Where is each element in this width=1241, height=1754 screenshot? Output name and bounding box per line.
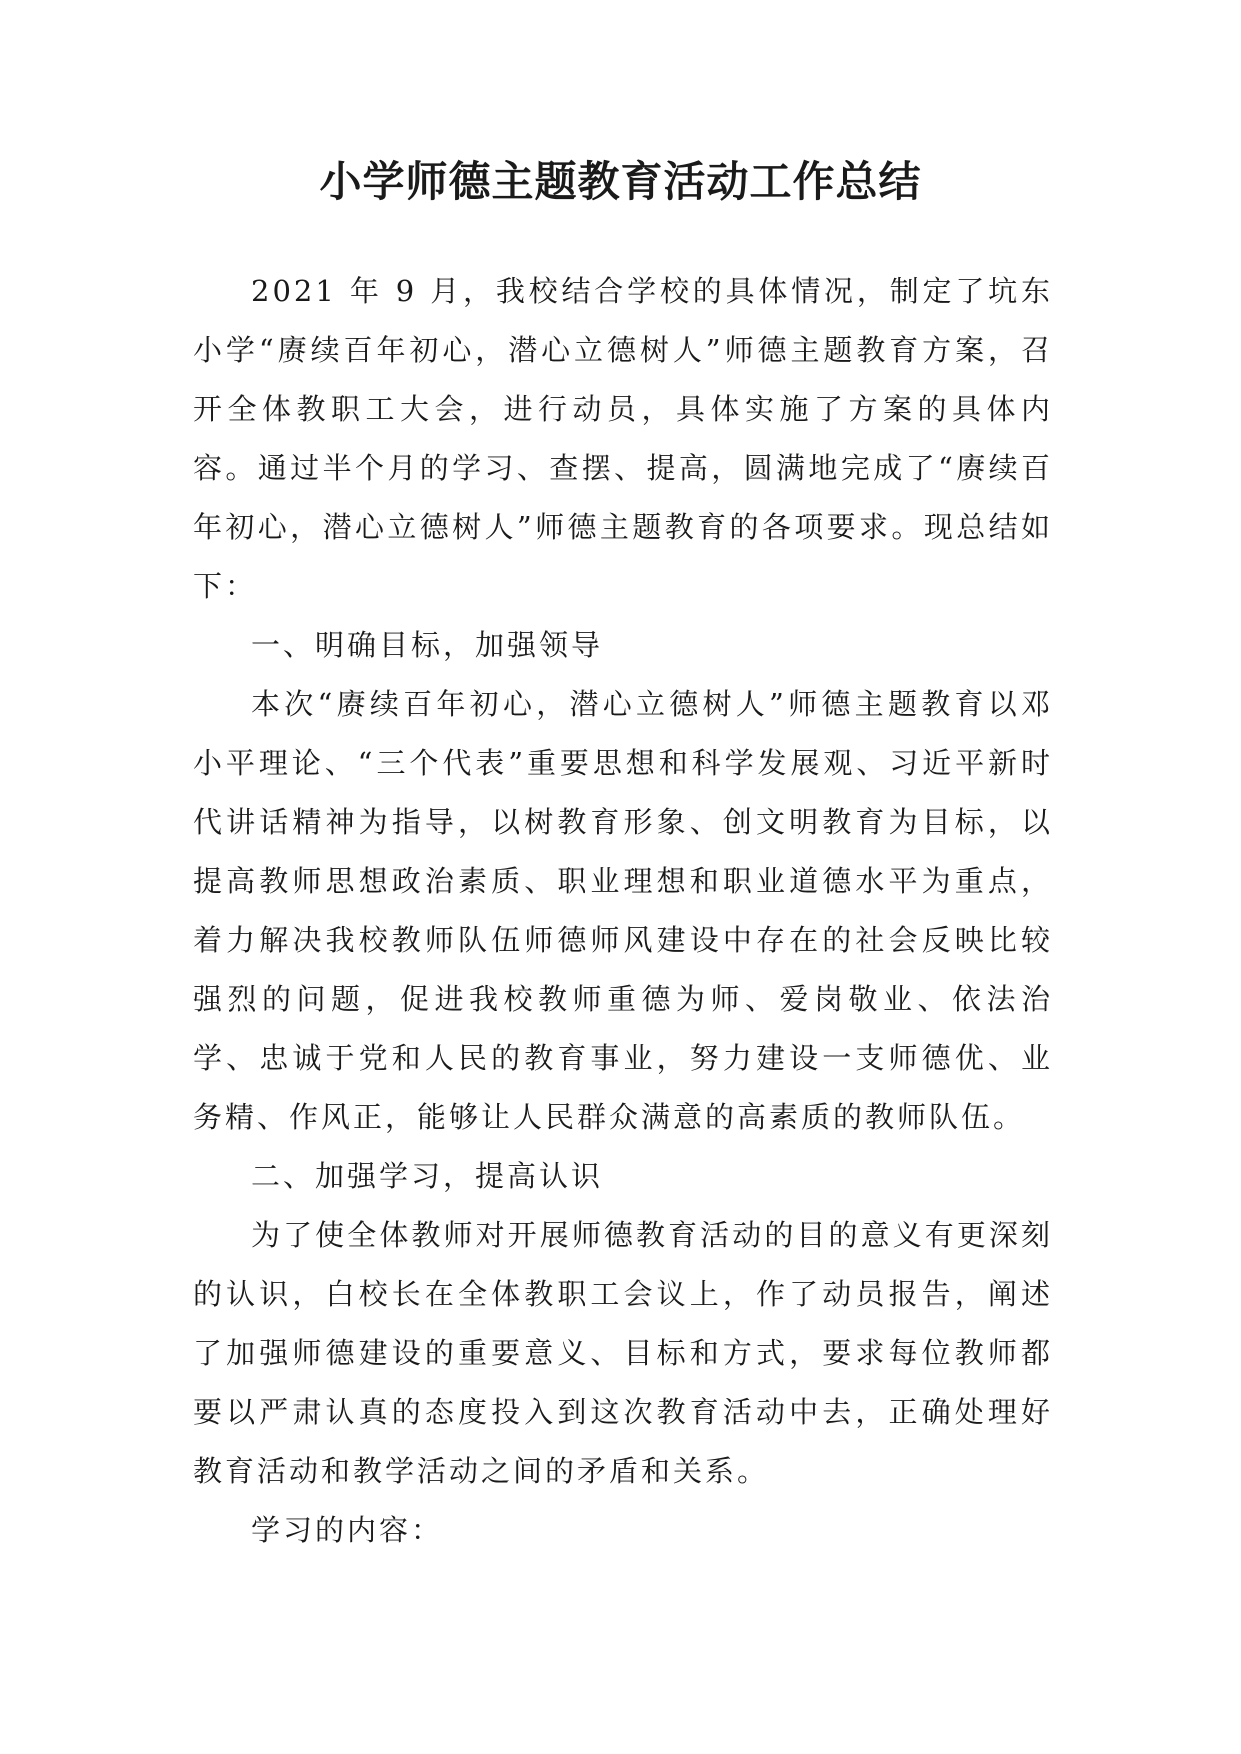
section-2-paragraph: 为了使全体教师对开展师德教育活动的目的意义有更深刻的认识，白校长在全体教职工会议上，作了动员报告，阐述了加强师德建设的重要意义、目标和方式，要求每位教师都要以严肃认真的态度投入到这次教育活动中去，正确处理好教育活动和教学活动之间的矛盾和关系。 xyxy=(193,1218,1053,1488)
study-content-heading: 学习的内容： xyxy=(251,1513,444,1547)
section-1-paragraph: 本次“赓续百年初心，潜心立德树人”师德主题教育以邓小平理论、“三个代表”重要思想和科学发展观、习近平新时代讲话精神为指导，以树教育形象、创文明教育为目标，以提高教师思想政治素质、职业理想和职业道德水平为重点，着力解决我校教师队伍师德师风建设中存在的社会反映比较强烈的问题，促进我校教师重德为师、爱岗敬业、依法治学、忠诚于党和人民的教育事业，努力建设一支师德优、业务精、作风正，能够让人民群众满意的高素质的教师队伍。 xyxy=(193,687,1053,1134)
intro-paragraph: 2021 年 9 月，我校结合学校的具体情况，制定了坑东小学“赓续百年初心，潜心立德树人”师德主题教育方案，召开全体教职工大会，进行动员，具体实施了方案的具体内容。通过半个月的学习、查摆、提高，圆满地完成了“赓续百年初心，潜心立德树人”师德主题教育的各项要求。现总结如下： xyxy=(193,274,1053,603)
section-heading-1: 一、明确目标，加强领导 xyxy=(251,628,604,662)
document-body xyxy=(193,262,1053,1560)
section-heading-2: 二、加强学习，提高认识 xyxy=(251,1159,604,1193)
document-title: 小学师德主题教育活动工作总结 xyxy=(319,157,922,206)
